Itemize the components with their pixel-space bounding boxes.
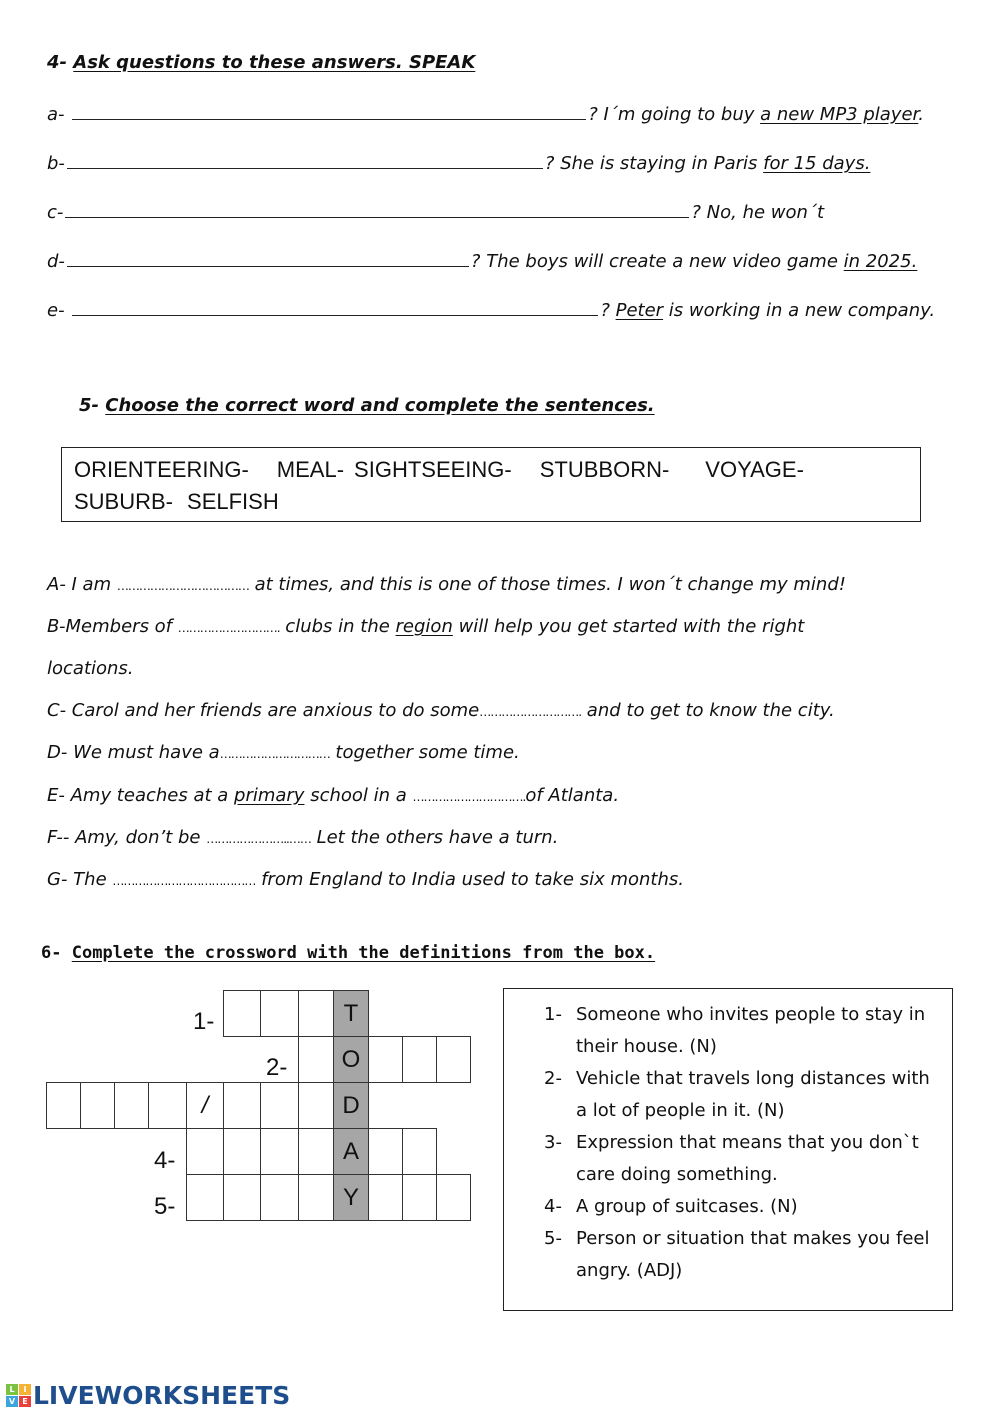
crossword-cell[interactable] — [260, 1082, 299, 1129]
word-bank-item: MEAL- — [276, 457, 345, 482]
definition-number: 4- — [544, 1196, 562, 1217]
crossword-cell[interactable] — [402, 1174, 437, 1221]
crossword-key-cell: T — [333, 990, 369, 1037]
crossword-key-cell: Y — [333, 1174, 369, 1221]
row-label-2: 2- — [266, 1054, 288, 1081]
sentence-text: G- The — [47, 869, 113, 890]
item-label: b- — [47, 153, 65, 174]
word-bank-item: VOYAGE- — [705, 457, 804, 482]
row-label-4: 4- — [154, 1147, 176, 1174]
sentence-text: and to get to know the city. — [581, 700, 835, 721]
definition-number: 5- — [544, 1228, 562, 1249]
crossword-key-cell: D — [333, 1082, 369, 1129]
crossword-cell[interactable] — [223, 1082, 261, 1129]
answer-blank-a[interactable] — [72, 101, 586, 120]
crossword-cell[interactable] — [298, 990, 334, 1037]
crossword-cell[interactable] — [402, 1128, 437, 1175]
answer-text: ? No, he won´t — [691, 202, 825, 223]
sentence-text: of Atlanta. — [525, 785, 620, 806]
crossword-cell[interactable] — [223, 990, 261, 1037]
answer-text: ? The boys will create a new video game — [470, 251, 844, 272]
fill-blank-c[interactable]: ………………………. — [479, 705, 582, 719]
word-bank-item: STUBBORN- — [539, 457, 670, 482]
brand-name: LIVEWORKSHEETS — [33, 1381, 291, 1410]
answer-blank-d[interactable] — [67, 248, 469, 267]
sentence-text: A- I am — [47, 574, 117, 595]
sentence-underlined: primary — [234, 785, 305, 806]
sentence-d — [47, 742, 520, 763]
crossword-cell[interactable] — [223, 1174, 261, 1221]
fill-blank-a[interactable]: ……………………………… — [116, 579, 249, 593]
item-label: a- — [47, 104, 65, 125]
definition-item — [544, 1191, 942, 1223]
sentence-c — [47, 700, 835, 721]
sentence-text: E- Amy teaches at a — [47, 785, 235, 806]
sentence-text: locations. — [47, 658, 134, 679]
answer-underlined: for 15 days. — [763, 153, 871, 174]
sentence-g — [47, 869, 684, 890]
crossword-cell[interactable] — [436, 1036, 471, 1083]
logo-block: E — [19, 1396, 31, 1407]
answer-underlined: Peter — [615, 300, 664, 321]
sentence-text: school in a — [304, 785, 413, 806]
crossword-key-cell: O — [333, 1036, 369, 1083]
crossword-cell[interactable] — [80, 1082, 115, 1129]
sentence-text: B-Members of — [47, 616, 178, 637]
definition-text: Someone who invites people to stay in their house. (N) — [576, 1004, 926, 1057]
crossword-cell[interactable] — [223, 1128, 261, 1175]
word-bank-item: SELFISH — [187, 489, 279, 514]
definitions-box — [503, 988, 953, 1311]
sentence-underlined: region — [395, 616, 453, 637]
fill-blank-d[interactable]: ………………………… — [219, 747, 330, 761]
row-label-1: 1- — [193, 1008, 215, 1035]
crossword-cell[interactable] — [368, 1174, 403, 1221]
answer-blank-b[interactable] — [67, 150, 543, 169]
section4-title: Ask questions to these answers. SPEAK — [73, 52, 476, 73]
logo-block: L — [6, 1384, 18, 1395]
crossword-cell[interactable] — [260, 990, 299, 1037]
liveworksheets-logo[interactable] — [6, 1381, 290, 1410]
answer-text: ? I´m going to buy — [588, 104, 761, 125]
live-blocks-icon — [6, 1384, 31, 1407]
definition-item — [544, 999, 942, 1063]
sentence-f — [47, 827, 558, 848]
definition-number: 3- — [544, 1132, 562, 1153]
section5-title: Choose the correct word and complete the sentences. — [105, 395, 655, 416]
definition-item — [544, 1063, 942, 1127]
word-bank-item: SIGHTSEEING- — [354, 457, 512, 482]
answer-text: is working in a new company. — [663, 300, 936, 321]
fill-blank-e[interactable]: …………………………. — [412, 790, 526, 804]
fill-blank-f[interactable]: …………………..…… — [206, 832, 311, 846]
word-bank-item: ORIENTEERING- — [74, 457, 249, 482]
definition-number: 2- — [544, 1068, 562, 1089]
section5-heading — [79, 395, 655, 416]
crossword-cell[interactable] — [260, 1128, 299, 1175]
sentence-text: C- Carol and her friends are anxious to do some — [47, 700, 480, 721]
crossword-cell[interactable] — [298, 1036, 334, 1083]
sentence-text: together some time. — [329, 742, 520, 763]
question-a — [47, 101, 924, 125]
item-label: c- — [47, 202, 64, 223]
sentence-text: Let the others have a turn. — [310, 827, 559, 848]
definition-item — [544, 1127, 942, 1191]
answer-text: ? She is staying in Paris — [544, 153, 764, 174]
crossword-key-cell: A — [333, 1128, 369, 1175]
sentence-text: will help you get started with the right — [452, 616, 805, 637]
definition-text: Expression that means that you don`t care doing something. — [576, 1132, 919, 1185]
answer-text: ? — [600, 300, 616, 321]
sentence-b — [47, 616, 804, 637]
section5-number: 5- — [79, 395, 99, 416]
definition-text: Person or situation that makes you feel angry. (ADJ) — [576, 1228, 930, 1281]
crossword-cell[interactable] — [368, 1128, 403, 1175]
definition-text: A group of suitcases. (N) — [576, 1196, 798, 1217]
crossword-cell[interactable] — [402, 1036, 437, 1083]
crossword-cell[interactable] — [298, 1128, 334, 1175]
sentence-e — [47, 785, 619, 806]
crossword-cell[interactable] — [298, 1174, 334, 1221]
question-c — [47, 199, 824, 223]
logo-block: I — [19, 1384, 31, 1395]
fill-blank-g[interactable]: ………………………………… — [112, 874, 256, 888]
crossword-cell[interactable] — [298, 1082, 334, 1129]
fill-blank-b[interactable]: ………………………. — [177, 621, 280, 635]
row-label-5: 5- — [154, 1193, 176, 1220]
crossword-cell[interactable] — [186, 1128, 224, 1175]
definition-text: Vehicle that travels long distances with a lot of people in it. (N) — [576, 1068, 930, 1121]
answer-blank-c[interactable] — [65, 199, 689, 218]
crossword-cell[interactable] — [148, 1082, 187, 1129]
sentence-text: D- We must have a — [47, 742, 220, 763]
sentence-text: from England to India used to take six months. — [255, 869, 684, 890]
crossword-cell[interactable] — [368, 1036, 403, 1083]
sentence-text: clubs in the — [279, 616, 396, 637]
answer-blank-e[interactable] — [72, 297, 598, 316]
definition-item — [544, 1223, 942, 1287]
crossword-cell[interactable] — [114, 1082, 149, 1129]
answer-underlined: a new MP3 player — [760, 104, 919, 125]
crossword-cell[interactable] — [436, 1174, 471, 1221]
section6-title: Complete the crossword with the definitions from the box. — [71, 943, 656, 963]
crossword-cell-slash[interactable]: / — [186, 1082, 224, 1129]
word-bank-box — [61, 447, 921, 522]
sentence-text: at times, and this is one of those times. I won´t change my mind! — [248, 574, 846, 595]
sentence-text: F-- Amy, don’t be — [47, 827, 207, 848]
question-b — [47, 150, 870, 174]
crossword-cell[interactable] — [186, 1174, 224, 1221]
section6-heading — [41, 943, 655, 963]
question-e — [47, 297, 935, 321]
sentence-a — [47, 574, 846, 595]
item-label: e- — [47, 300, 65, 321]
word-bank-item: SUBURB- — [74, 489, 174, 514]
section4-number: 4- — [47, 52, 67, 73]
logo-block: V — [6, 1396, 18, 1407]
crossword-cell[interactable] — [260, 1174, 299, 1221]
question-d — [47, 248, 917, 272]
sentence-b-continued — [47, 658, 134, 679]
answer-text: . — [918, 104, 925, 125]
section6-number: 6- — [41, 943, 62, 963]
crossword-cell[interactable] — [46, 1082, 81, 1129]
item-label: d- — [47, 251, 65, 272]
definition-number: 1- — [544, 1004, 562, 1025]
answer-underlined: in 2025. — [843, 251, 918, 272]
section4-heading — [47, 52, 475, 73]
